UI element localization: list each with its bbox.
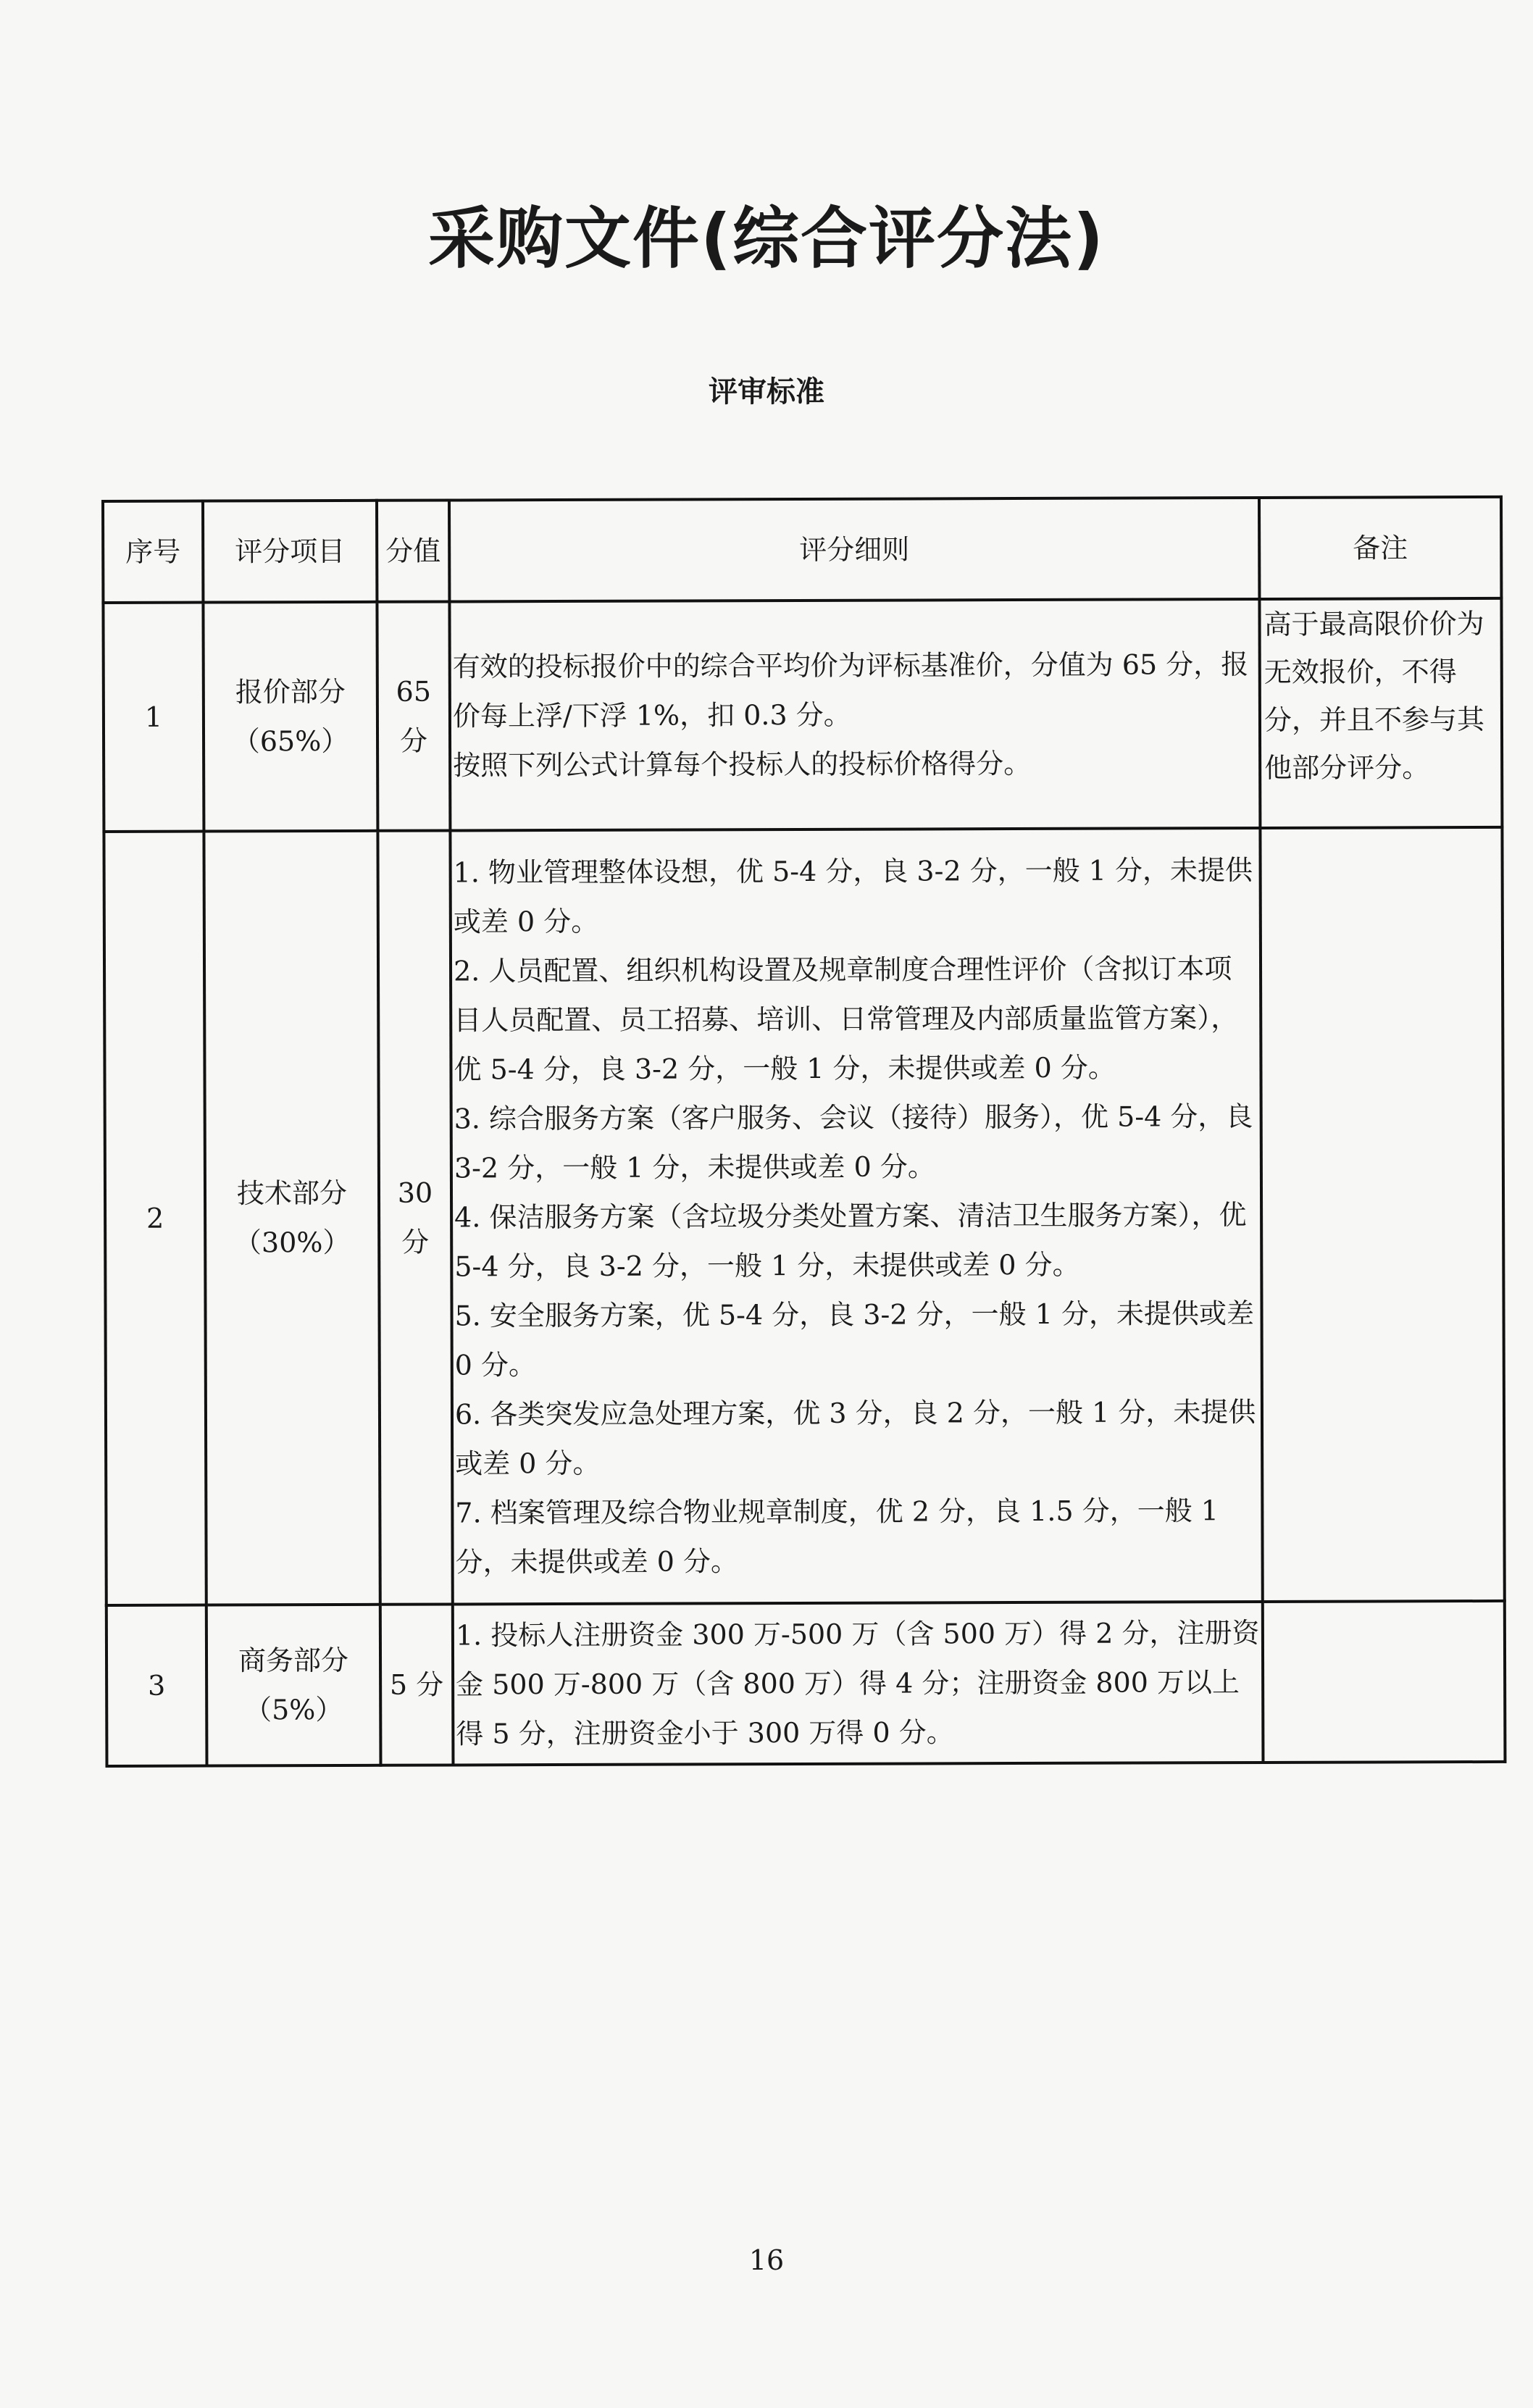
detail-line: 7. 档案管理及综合物业规章制度，优 2 分，良 1.5 分，一般 1 分，未提供或差 0 分。 — [455, 1494, 1219, 1579]
row-score: 65 分 — [377, 601, 450, 830]
detail-line: 2. 人员配置、组织机构设置及规章制度合理性评价（含拟订本项目人员配置、员工招募、培训、日常管理及内部质量监管方案），优 5-4 分，良 3-2 分，一般 1 分，未提供或差 0 分。 — [453, 953, 1239, 1086]
row-item — [206, 1605, 381, 1766]
row-score: 5 分 — [380, 1604, 454, 1765]
row-no: 1 — [103, 603, 204, 832]
row-details — [449, 599, 1260, 831]
page-number: 16 — [748, 2244, 785, 2276]
detail-line: 按照下列公式计算每个投标人的投标价格得分。 — [453, 747, 1032, 782]
item-label: 技术部分 — [236, 1176, 348, 1210]
row-item — [203, 602, 377, 832]
scoring-table — [101, 496, 1506, 1768]
header-no: 序号 — [103, 501, 203, 603]
row-note: 高于最高限价价为无效报价，不得分，并且不参与其他部分评分。 — [1259, 598, 1502, 828]
item-label: 报价部分 — [235, 675, 346, 708]
table-row — [106, 1601, 1505, 1766]
row-note — [1263, 1601, 1505, 1763]
header-item: 评分项目 — [203, 501, 377, 603]
section-subtitle: 评审标准 — [709, 375, 824, 409]
row-note — [1260, 827, 1504, 1602]
header-score: 分值 — [377, 500, 449, 601]
item-label: 商务部分 — [238, 1644, 349, 1677]
row-no: 3 — [106, 1605, 207, 1766]
detail-line: 1. 投标人注册资金 300 万-500 万（含 500 万）得 2 分，注册资金 500 万-800 万（含 800 万）得 4 分；注册资金 800 万以上得 5 分，注册资金小于 300 万得 0 分。 — [455, 1616, 1260, 1750]
item-percent: （30%） — [233, 1226, 351, 1259]
row-item — [204, 831, 380, 1605]
table-header-row — [103, 497, 1501, 603]
header-details: 评分细则 — [449, 498, 1259, 602]
row-score: 30 分 — [377, 830, 452, 1604]
item-percent: （65%） — [232, 724, 349, 758]
table-row — [103, 598, 1502, 832]
detail-line: 4. 保洁服务方案（含垃圾分类处置方案、清洁卫生服务方案），优 5-4 分，良 3-2 分，一般 1 分，未提供或差 0 分。 — [454, 1199, 1247, 1283]
detail-line: 6. 各类突发应急处理方案，优 3 分，良 2 分，一般 1 分，未提供或差 0 分。 — [454, 1396, 1256, 1480]
detail-line: 有效的投标报价中的综合平均价为评标基准价，分值为 65 分，报价每上浮/下浮 1%，扣 0.3 分。 — [452, 648, 1249, 732]
detail-line: 3. 综合服务方案（客户服务、会议（接待）服务），优 5-4 分，良 3-2 分，一般 1 分，未提供或差 0 分。 — [454, 1100, 1253, 1184]
document-title: 采购文件(综合评分法) — [427, 200, 1106, 277]
row-details — [450, 828, 1262, 1605]
item-percent: （5%） — [244, 1693, 343, 1726]
scoring-table-wrapper — [101, 496, 1503, 1768]
row-no: 2 — [104, 832, 206, 1605]
detail-line: 1. 物业管理整体设想，优 5-4 分，良 3-2 分，一般 1 分，未提供或差 0 分。 — [453, 854, 1253, 938]
row-details — [453, 1602, 1263, 1765]
detail-line: 5. 安全服务方案，优 5-4 分，良 3-2 分，一般 1 分，未提供或差 0 分。 — [454, 1297, 1254, 1381]
header-note: 备注 — [1259, 497, 1501, 599]
table-row — [104, 827, 1504, 1605]
